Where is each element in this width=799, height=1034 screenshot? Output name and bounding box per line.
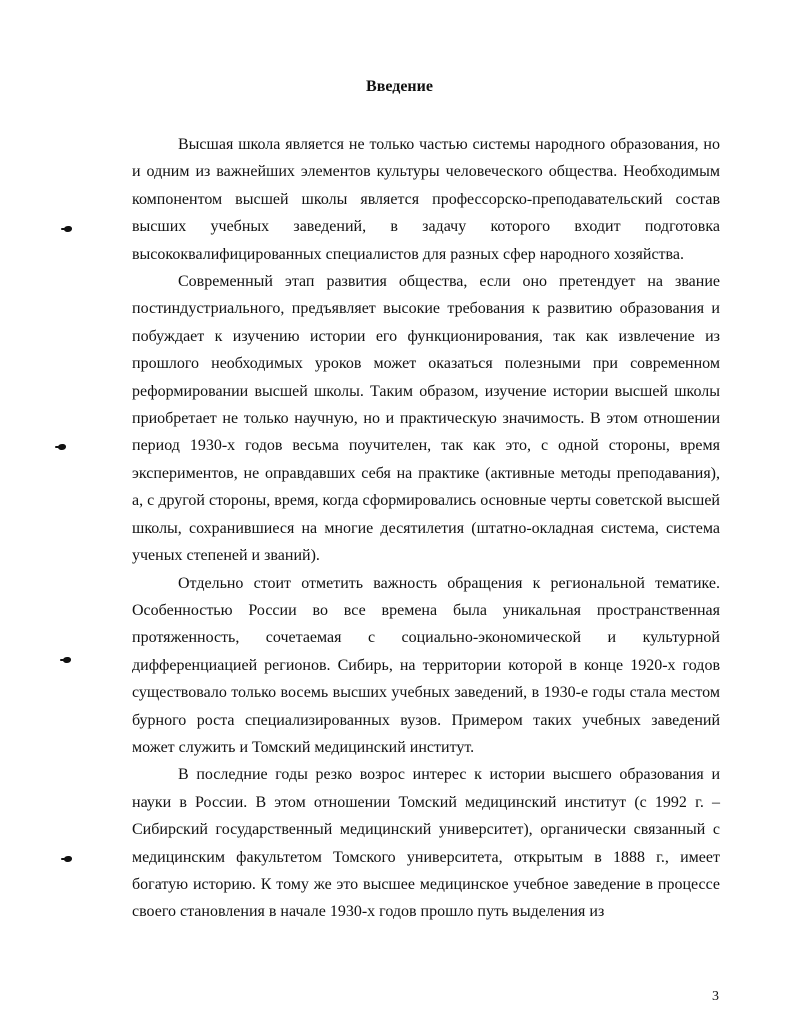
paragraph-1: Высшая школа является не только частью системы народного образования, но и одним из важнейших элементов культуры человеческого общества. Необходимым компонентом высшей школы является профессорско-преподавательский состав высших учебных заведений, в задачу которого входит подготовка высококвалифицированных специалистов для разных сфер народного хозяйства. — [132, 136, 720, 263]
scan-mark-1 — [64, 226, 72, 232]
section-title: Введение — [366, 78, 433, 95]
paragraph-2: Современный этап развития общества, если оно претендует на звание постиндустриального, предъявляет высокие требования к развитию образования и побуждает к изучению истории его функционирования, так как извлечение из прошлого необходимых уроков может оказаться полезными при современном реформировании высшей школы. Таким образом, изучение истории высшей школы приобретает не только научную, но и практическую значимость. В этом отношении период 1930-х годов весьма поучителен, так как это, с одной стороны, время экспериментов, не оправдавших себя на практике (активные методы преподавания), а, с другой стороны, время, когда сформировались основные черты советской высшей школы, сохранившиеся на многие десятилетия (штатно-окладная система, система ученых степеней и званий). — [132, 273, 720, 565]
page-number: 3 — [712, 989, 719, 1004]
paragraph-3: Отдельно стоит отметить важность обращения к региональной тематике. Особенностью России во все времена была уникальная пространственная протяженность, сочетаемая с социально-экономической и культурной дифференциацией регионов. Сибирь, на территории которой в конце 1920-х годов существовало только восемь высших учебных заведений, в 1930-е годы стала местом бурного роста специализированных вузов. Примером таких учебных заведений может служить и Томский медицинский институт. — [132, 574, 720, 756]
body-text — [132, 131, 720, 926]
scan-mark-4 — [64, 856, 72, 862]
scan-mark-3 — [63, 657, 71, 663]
scan-mark-2 — [58, 444, 66, 450]
paragraph-4: В последние годы резко возрос интерес к истории высшего образования и науки в России. В этом отношении Томский медицинский институт (с 1992 г. – Сибирский государственный медицинский университет), органически связанный с медицинским факультетом Томского университета, открытым в 1888 г., имеет богатую историю. К тому же это высшее медицинское учебное заведение в процессе своего становления в начале 1930-х годов прошло путь выделения из — [132, 766, 720, 921]
